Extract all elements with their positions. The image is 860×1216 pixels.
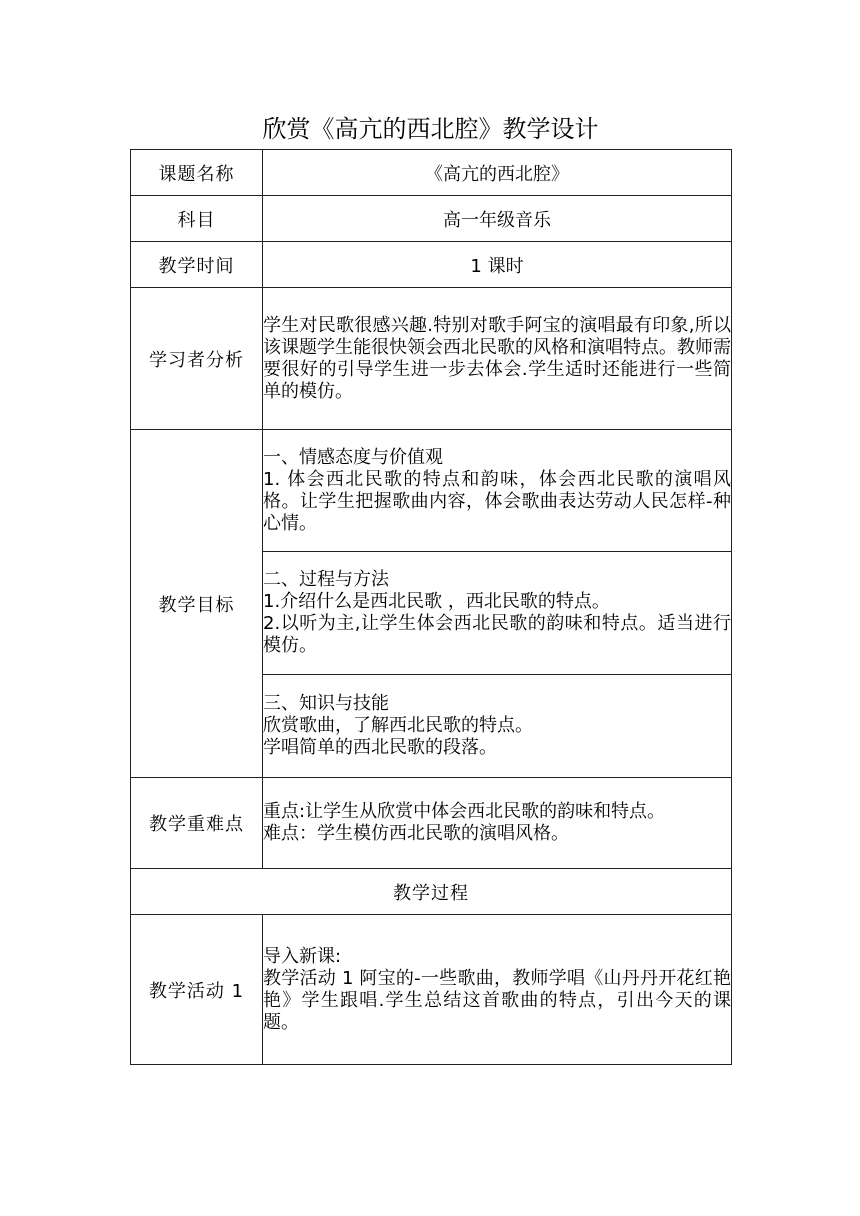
time-label: 教学时间 (131, 242, 263, 288)
time-value: 1 课时 (263, 242, 732, 288)
objective-3 (263, 675, 732, 778)
table-row (131, 869, 732, 915)
document-title: 欣赏《高亢的西北腔》教学设计 (262, 115, 599, 143)
activity-1-body: 教学活动 1 阿宝的-一些歌曲，教师学唱《山丹丹开花红艳艳》学生跟唱.学生总结这首歌曲的特点，引出今天的课题。 (263, 967, 731, 1033)
key-points-label: 教学重难点 (131, 778, 263, 869)
objective-2-heading: 二、过程与方法 (263, 569, 389, 590)
activity-1-heading: 导入新课: (263, 945, 342, 967)
teaching-process-header: 教学过程 (131, 869, 732, 915)
lesson-plan-table (130, 149, 732, 1065)
table-row (131, 778, 732, 869)
objectives-label: 教学目标 (131, 430, 263, 778)
course-name-label: 课题名称 (131, 150, 263, 196)
table-row (131, 196, 732, 242)
table-row (131, 915, 732, 1065)
objective-3-heading: 三、知识与技能 (263, 693, 389, 714)
objective-2-line-2: 2.以听为主,让学生体会西北民歌的韵味和特点。适当进行模仿。 (263, 613, 731, 656)
activity-1-label: 教学活动 1 (131, 915, 263, 1065)
objective-1-heading: 一、情感态度与价值观 (263, 446, 443, 468)
key-points-text (263, 778, 732, 869)
objective-3-line-2: 学唱简单的西北民歌的段落。 (263, 737, 497, 758)
table-row (131, 150, 732, 196)
table-row (131, 242, 732, 288)
difficult-point-line: 难点：学生模仿西北民歌的演唱风格。 (263, 823, 569, 844)
course-name-value: 《高亢的西北腔》 (263, 150, 732, 196)
subject-label: 科目 (131, 196, 263, 242)
activity-1-text (263, 915, 732, 1065)
objective-1-body: 1. 体会西北民歌的特点和韵味，体会西北民歌的演唱风格。让学生把握歌曲内容，体会歌曲表达劳动人民怎样-种心情。 (263, 468, 731, 534)
table-row (131, 430, 732, 552)
learner-analysis-text: 学生对民歌很感兴趣.特别对歌手阿宝的演唱最有印象,所以该课题学生能很快领会西北民歌的风格和演唱特点。教师需要很好的引导学生进一步去体会.学生适时还能进行一些简单的模仿。 (263, 288, 732, 430)
objective-2-line-1: 1.介绍什么是西北民歌 ，西北民歌的特点。 (263, 591, 610, 612)
objective-1 (263, 430, 732, 552)
objective-2 (263, 552, 732, 675)
subject-value: 高一年级音乐 (263, 196, 732, 242)
learner-analysis-label: 学习者分析 (131, 288, 263, 430)
objective-3-line-1: 欣赏歌曲，了解西北民歌的特点。 (263, 715, 533, 736)
table-row (131, 288, 732, 430)
key-point-line: 重点:让学生从欣赏中体会西北民歌的韵味和特点。 (263, 801, 666, 822)
